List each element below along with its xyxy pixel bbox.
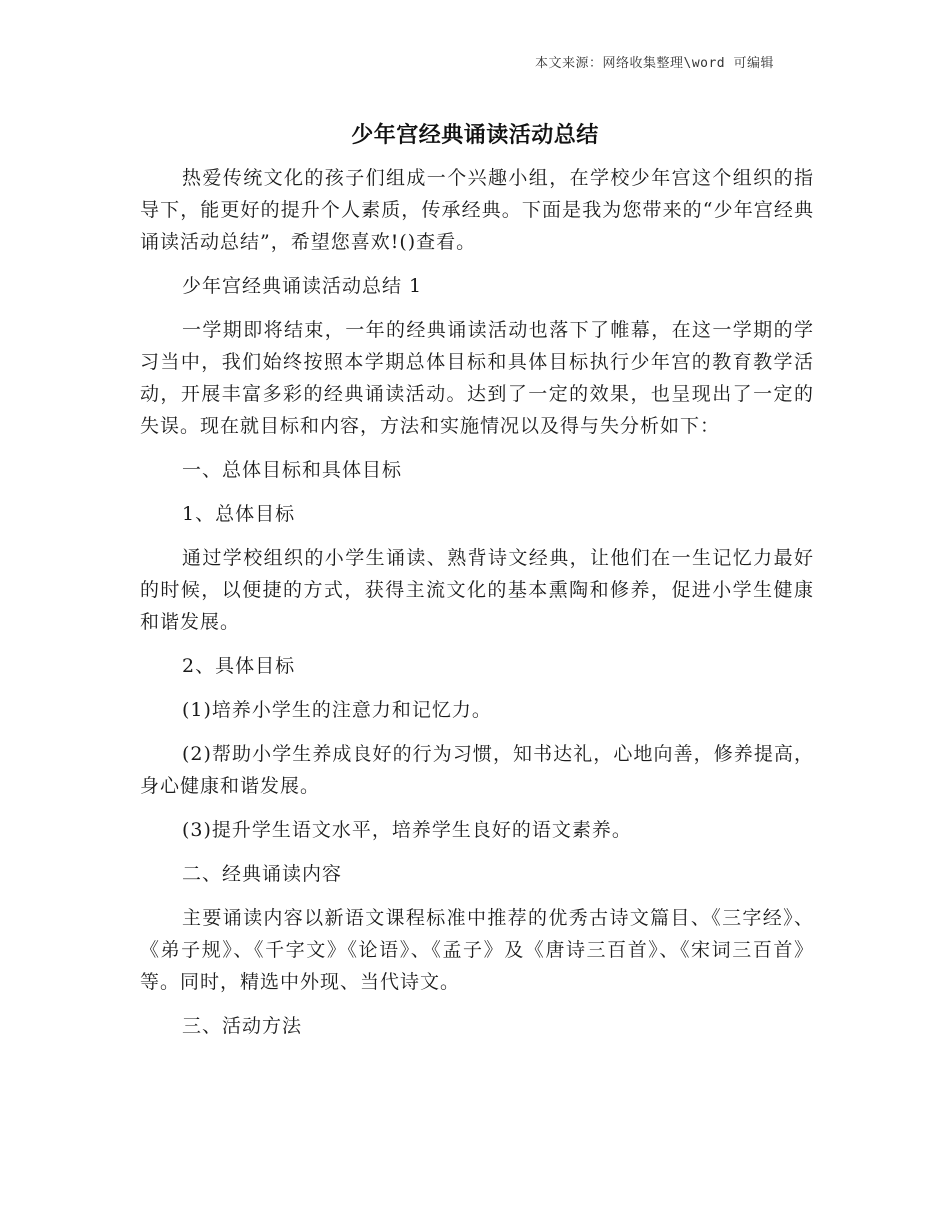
heading-specific-goals: 2、具体目标 [182, 655, 296, 677]
document-title: 少年宫经典诵读活动总结 [351, 123, 599, 148]
overview-paragraph: 一学期即将结束，一年的经典诵读活动也落下了帷幕，在这一学期的学习当中，我们始终按照本学期总体目标和具体目标执行少年宫的教育教学活动，开展丰富多彩的经典诵读活动。达到了一定的效果，也呈现出了一定的失误。现在就目标和内容，方法和实施情况以及得与失分析如下： [140, 319, 814, 437]
intro-paragraph: 热爱传统文化的孩子们组成一个兴趣小组，在学校少年宫这个组织的指导下，能更好的提升个人素质，传承经典。下面是我为您带来的“少年宫经典诵读活动总结”，希望您喜欢!()查看。 [140, 167, 814, 253]
heading-activity-methods: 三、活动方法 [182, 1015, 303, 1037]
heading-overall-goal: 1、总体目标 [182, 503, 296, 525]
goal-item-1: (1)培养小学生的注意力和记忆力。 [182, 699, 492, 721]
goal-item-2: (2)帮助小学生养成良好的行为习惯，知书达礼，心地向善，修养提高，身心健康和谐发展。 [140, 743, 814, 797]
document-body [140, 162, 814, 1054]
reading-content-paragraph: 主要诵读内容以新语文课程标准中推荐的优秀古诗文篇目、《三字经》、《弟子规》、《千字文》《论语》、《孟子》及《唐诗三百首》、《宋词三百首》等。同时，精选中外现、当代诗文。 [140, 907, 814, 993]
heading-goals: 一、总体目标和具体目标 [182, 459, 403, 481]
overall-goal-paragraph: 通过学校组织的小学生诵读、熟背诗文经典，让他们在一生记忆力最好的时候，以便捷的方式，获得主流文化的基本熏陶和修养，促进小学生健康和谐发展。 [140, 547, 814, 633]
heading-reading-content: 二、经典诵读内容 [182, 863, 343, 885]
section-heading-summary-1: 少年宫经典诵读活动总结 1 [182, 275, 423, 297]
goal-item-3: (3)提升学生语文水平，培养学生良好的语文素养。 [182, 819, 632, 841]
source-note: 本文来源：网络收集整理\word 可编辑 [535, 56, 774, 71]
